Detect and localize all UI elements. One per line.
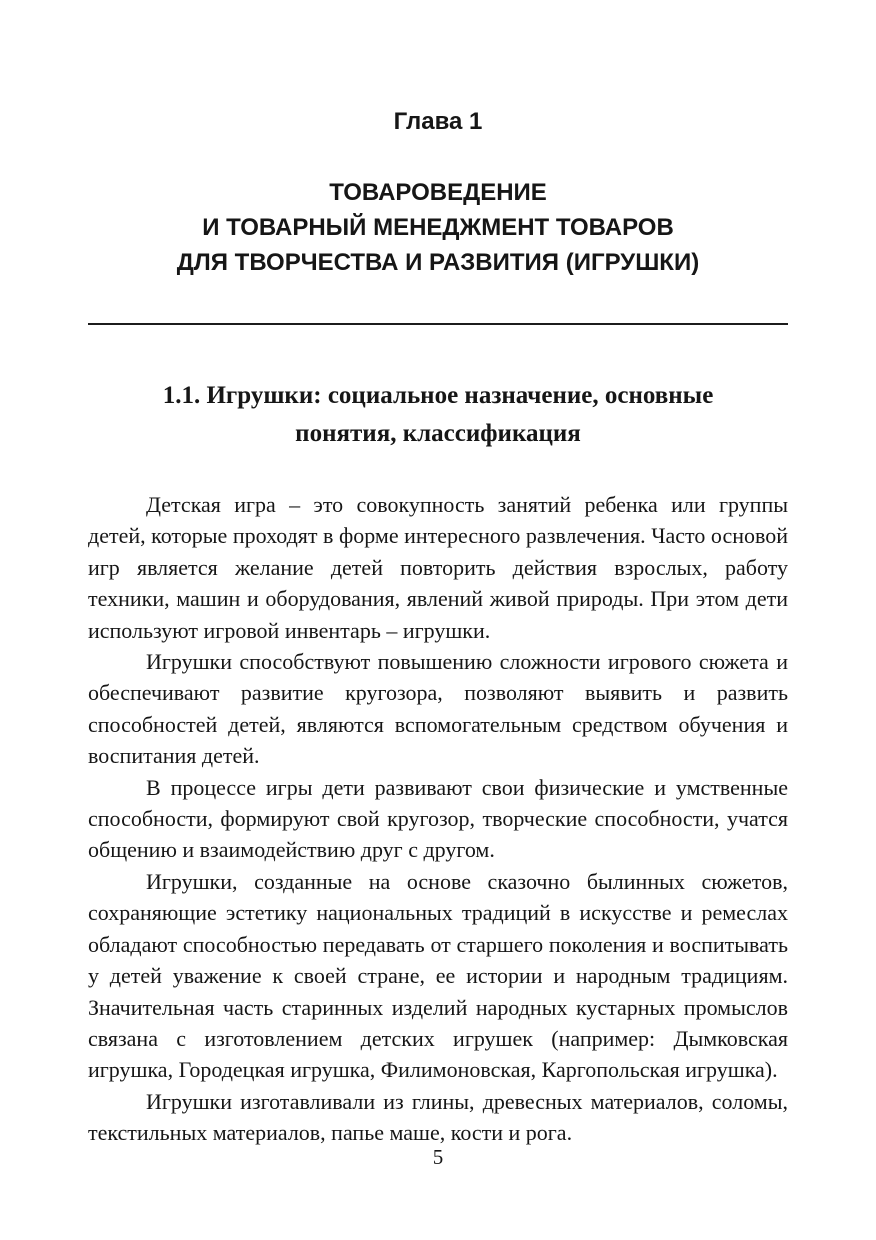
chapter-label: Глава 1 bbox=[393, 108, 483, 135]
chapter-title-line: ТОВАРОВЕДЕНИЕ bbox=[329, 179, 547, 206]
page-number: 5 bbox=[432, 1145, 444, 1169]
section-heading-line: понятия, классификация bbox=[295, 420, 581, 447]
body-paragraph: Игрушки способствуют повышению сложности игрового сюжета и обеспечивают развитие кругозора, позволяют выявить и развить способностей детей, являются вспомогательным средством обучения и воспитания детей. bbox=[88, 649, 788, 769]
body-text bbox=[88, 489, 788, 1149]
chapter-title-line: И ТОВАРНЫЙ МЕНЕДЖМЕНТ ТОВАРОВ bbox=[202, 214, 674, 241]
body-paragraph: Детская игра – это совокупность занятий ребенка или группы детей, которые проходят в форме интересного развлечения. Часто основой игр является желание детей повторить действия взрослых, работу техники, машин и оборудования, явлений живой природы. При этом дети используют игровой инвентарь – игрушки. bbox=[88, 492, 788, 643]
page-content bbox=[88, 0, 788, 1149]
body-paragraph: Игрушки изготавливали из глины, древесных материалов, соломы, текстильных материалов, папье маше, кости и рога. bbox=[88, 1088, 788, 1146]
section-heading-line: 1.1. Игрушки: социальное назначение, основные bbox=[162, 382, 714, 409]
divider-rule bbox=[88, 323, 788, 325]
body-paragraph: В процессе игры дети развивают свои физические и умственные способности, формируют свой кругозор, творческие способности, учатся общению и взаимодействию друг с другом. bbox=[88, 774, 788, 863]
chapter-title bbox=[88, 175, 788, 280]
section-heading bbox=[88, 377, 788, 453]
chapter-title-line: ДЛЯ ТВОРЧЕСТВА И РАЗВИТИЯ (ИГРУШКИ) bbox=[176, 249, 700, 276]
body-paragraph: Игрушки, созданные на основе сказочно былинных сюжетов, сохраняющие эстетику национальных традиций в искусстве и ремеслах обладают способностью передавать от старшего поколения и воспитывать у детей уважение к своей стране, ее истории и народным традициям. Значительная часть старинных изделий народных кустарных промыслов связана с изготовлением детских игрушек (например: Дымковская игрушка, Городецкая игрушка, Филимоновская, Каргопольская игрушка). bbox=[88, 868, 788, 1083]
